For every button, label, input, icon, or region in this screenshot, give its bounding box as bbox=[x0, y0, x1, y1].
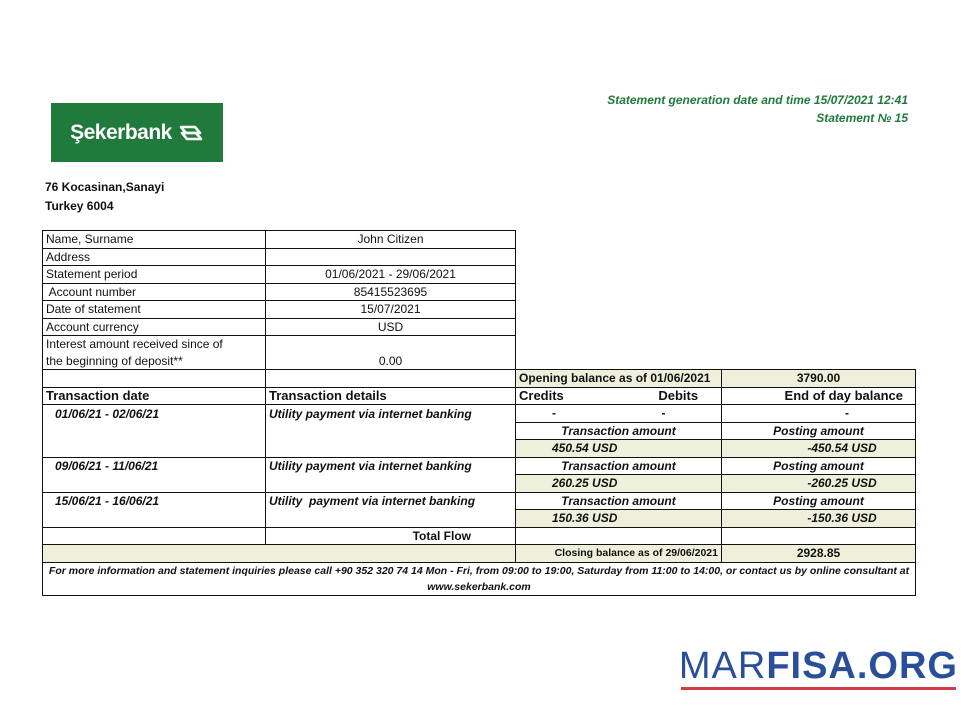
info-row-period bbox=[43, 266, 916, 284]
currency-value: USD bbox=[266, 318, 516, 336]
watermark bbox=[679, 645, 958, 688]
closing-balance-row bbox=[43, 545, 916, 563]
table-row bbox=[43, 510, 916, 528]
transaction-credit: - bbox=[516, 405, 636, 423]
info-row-address bbox=[43, 248, 916, 266]
opening-balance-row bbox=[43, 370, 916, 388]
watermark-part1: MAR bbox=[678, 645, 767, 687]
col-transaction-date: Transaction date bbox=[43, 387, 266, 405]
bank-address bbox=[45, 178, 164, 216]
name-label: Name, Surname bbox=[43, 231, 266, 249]
transaction-details: Utility payment via internet banking bbox=[266, 457, 516, 475]
transaction-amount: 150.36 USD bbox=[516, 510, 722, 528]
sekerbank-logo-icon bbox=[178, 122, 204, 144]
transaction-debit: - bbox=[636, 405, 722, 423]
transaction-date: 09/06/21 - 11/06/21 bbox=[43, 457, 266, 475]
statement-date-label: Date of statement bbox=[43, 301, 266, 319]
transaction-date: 01/06/21 - 02/06/21 bbox=[43, 405, 266, 423]
col-end-of-day-balance: End of day balance bbox=[722, 387, 916, 405]
account-number-value: 85415523695 bbox=[266, 283, 516, 301]
transaction-amount-label: Transaction amount bbox=[516, 457, 722, 475]
info-row-currency bbox=[43, 318, 916, 336]
posting-amount: -450.54 USD bbox=[722, 440, 916, 458]
info-row-date bbox=[43, 301, 916, 319]
info-row-interest-1 bbox=[43, 336, 916, 353]
interest-value: 0.00 bbox=[266, 353, 516, 370]
statement-date-value: 15/07/2021 bbox=[266, 301, 516, 319]
info-row-name bbox=[43, 231, 916, 249]
table-row bbox=[43, 457, 916, 475]
opening-balance-value: 3790.00 bbox=[722, 370, 916, 388]
transaction-amount-label: Transaction amount bbox=[516, 422, 722, 440]
transaction-details: Utility payment via internet banking bbox=[266, 492, 516, 510]
address-value bbox=[266, 248, 516, 266]
transaction-balance: - bbox=[722, 405, 916, 423]
table-row bbox=[43, 475, 916, 493]
closing-balance-value: 2928.85 bbox=[722, 545, 916, 563]
posting-amount: -260.25 USD bbox=[722, 475, 916, 493]
info-row-interest-2 bbox=[43, 353, 916, 370]
generation-datetime: Statement generation date and time 15/07/2021 12:41 bbox=[607, 93, 908, 107]
col-debits: Debits bbox=[636, 387, 722, 405]
bank-name: Şekerbank bbox=[70, 120, 172, 144]
currency-label: Account currency bbox=[43, 318, 266, 336]
total-flow-row bbox=[43, 527, 916, 545]
col-credits: Credits bbox=[516, 387, 636, 405]
table-row bbox=[43, 492, 916, 510]
address-label: Address bbox=[43, 248, 266, 266]
statement-number: Statement № 15 bbox=[816, 111, 908, 125]
name-value: John Citizen bbox=[266, 231, 516, 249]
transaction-date: 15/06/21 - 16/06/21 bbox=[43, 492, 266, 510]
interest-label-line1: Interest amount received since of bbox=[43, 336, 266, 353]
column-header-row bbox=[43, 387, 916, 405]
interest-label-line2: the beginning of deposit** bbox=[43, 353, 266, 370]
table-row bbox=[43, 405, 916, 423]
total-flow-label: Total Flow bbox=[266, 527, 516, 545]
posting-amount-label: Posting amount bbox=[722, 492, 916, 510]
transaction-amount: 450.54 USD bbox=[516, 440, 722, 458]
table-row bbox=[43, 422, 916, 440]
posting-amount: -150.36 USD bbox=[722, 510, 916, 528]
table-row bbox=[43, 440, 916, 458]
posting-amount-label: Posting amount bbox=[722, 457, 916, 475]
footer-contact-info: For more information and statement inquiries please call +90 352 320 74 14 Mon - Fri, from 09:00 to 19:00, Saturday from 11:00 to 14:00, or contact us by online consultant at www.sekerbank.com bbox=[43, 562, 916, 595]
info-row-account bbox=[43, 283, 916, 301]
bank-logo bbox=[51, 103, 223, 162]
col-transaction-details: Transaction details bbox=[266, 387, 516, 405]
transaction-amount: 260.25 USD bbox=[516, 475, 722, 493]
watermark-part2: FISA.ORG bbox=[766, 645, 958, 687]
bank-address-line2: Turkey 6004 bbox=[45, 199, 114, 213]
period-label: Statement period bbox=[43, 266, 266, 284]
bank-address-line1: 76 Kocasinan,Sanayi bbox=[45, 180, 165, 194]
period-value: 01/06/2021 - 29/06/2021 bbox=[266, 266, 516, 284]
statement-table bbox=[42, 230, 916, 596]
footer-row bbox=[43, 562, 916, 595]
transaction-details: Utility payment via internet banking bbox=[266, 405, 516, 423]
watermark-underline bbox=[681, 687, 956, 690]
statement-generation-info bbox=[607, 91, 908, 127]
closing-balance-label: Closing balance as of 29/06/2021 bbox=[516, 545, 722, 563]
transaction-amount-label: Transaction amount bbox=[516, 492, 722, 510]
account-number-label: Account number bbox=[43, 283, 266, 301]
posting-amount-label: Posting amount bbox=[722, 422, 916, 440]
opening-balance-label: Opening balance as of 01/06/2021 bbox=[516, 370, 722, 388]
